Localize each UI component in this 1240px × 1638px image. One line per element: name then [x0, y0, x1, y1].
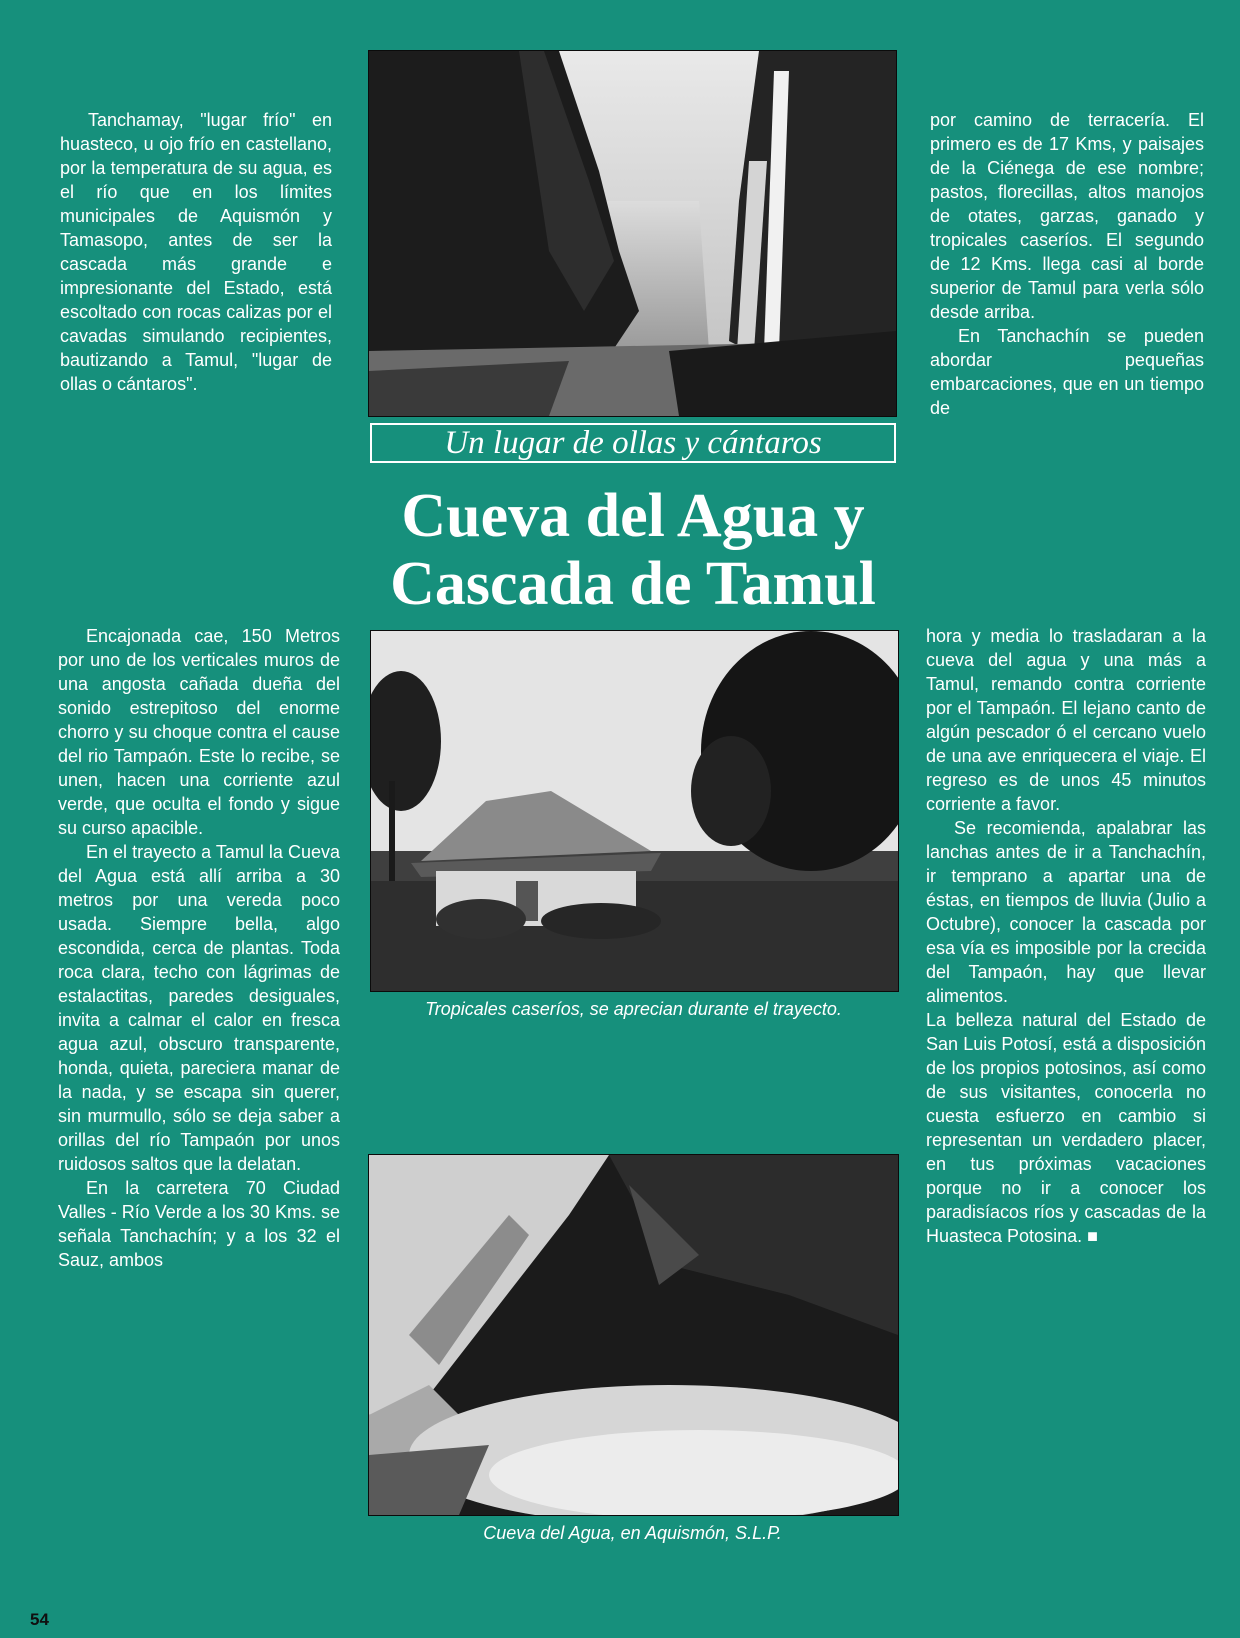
text-column-left	[58, 624, 340, 1272]
text-column-top-left	[60, 108, 332, 396]
waterfall-photo	[368, 50, 897, 417]
paragraph: En Tanchachín se pueden abordar pequeñas embarcaciones, que en un tiempo de	[930, 326, 1204, 418]
paragraph: En la carretera 70 Ciudad Valles - Río Verde a los 30 Kms. se señala Tanchachín; y a los 32 el Sauz, ambos	[58, 1178, 340, 1270]
text-column-right	[926, 624, 1206, 1248]
hut-photo	[370, 630, 899, 992]
paragraph: hora y media lo trasladaran a la cueva del agua y una más a Tamul, remando contra corriente por el Tampaón. El lejano canto de algún pescador ó el cercano vuelo de una ave enriquecera el viaje. El regreso es de unos 45 minutos corriente a favor.	[926, 626, 1206, 814]
paragraph: por camino de terracería. El primero es de 17 Kms, y paisajes de la Ciénega de ese nombre; pastos, florecillas, altos manojos de otates, garzas, ganado y tropicales caseríos. El segundo de 12 Kms. llega casi al borde superior de Tamul para verla sólo desde arriba.	[930, 110, 1204, 322]
headline-line-1: Cueva del Agua y	[401, 482, 865, 550]
paragraph: Encajonada cae, 150 Metros por uno de los verticales muros de una angosta cañada dueña del sonido estrepitoso del enorme chorro y su choque contra el cause del rio Tampaón. Este lo recibe, se unen, hacen una corriente azul verde, que oculta el fondo y sigue su curso apacible.	[58, 626, 340, 838]
paragraph: Tanchamay, "lugar frío" en huasteco, u ojo frío en castellano, por la temperatura de su agua, es el río que en los límites municipales de Aquismón y Tamasopo, antes de ser la cascada más grande e impresionante del Estado, está escoltado con rocas calizas por el cavadas simulando recipientes, bautizando a Tamul, "lugar de ollas o cántaros".	[60, 110, 332, 394]
hut-photo-caption: Tropicales caseríos, se aprecian durante el trayecto.	[425, 999, 842, 1019]
article-kicker: Un lugar de ollas y cántaros	[370, 423, 896, 463]
headline-line-2: Cascada de Tamul	[390, 550, 876, 618]
cave-photo-caption: Cueva del Agua, en Aquismón, S.L.P.	[483, 1523, 782, 1543]
paragraph: En el trayecto a Tamul la Cueva del Agua está allí arriba a 30 metros por una vereda poco usada. Siempre bella, algo escondida, cerca de plantas. Toda roca clara, techo con lágrimas de estalactitas, paredes desiguales, invita a calmar el calor en fresca agua azul, obscuro transparente, honda, quieta, pareciera manar de la nada, y se escapa sin querer, sin murmullo, sólo se deja saber a orillas del río Tampaón por unos ruidosos saltos que la delatan.	[58, 842, 340, 1174]
paragraph: Se recomienda, apalabrar las lanchas antes de ir a Tanchachín, ir temprano a apartar una de éstas, en tiempos de lluvia (Julio a Octubre), conocer la cascada por esa vía es imposible por la crecida del Tampaón, hay que llevar alimentos.	[926, 818, 1206, 1006]
paragraph: La belleza natural del Estado de San Luis Potosí, está a disposición de los propios potosinos, así como de sus visitantes, conocerla no cuesta esfuerzo en cambio si representan un verdadero placer, en tus próximas vacaciones porque no ir a conocer los paradisíacos ríos y cascadas de la Huasteca Potosina. ■	[926, 1010, 1206, 1246]
cave-photo	[368, 1154, 899, 1516]
page-number: 54	[30, 1610, 49, 1629]
article-headline	[340, 482, 926, 618]
text-column-top-right	[930, 108, 1204, 420]
